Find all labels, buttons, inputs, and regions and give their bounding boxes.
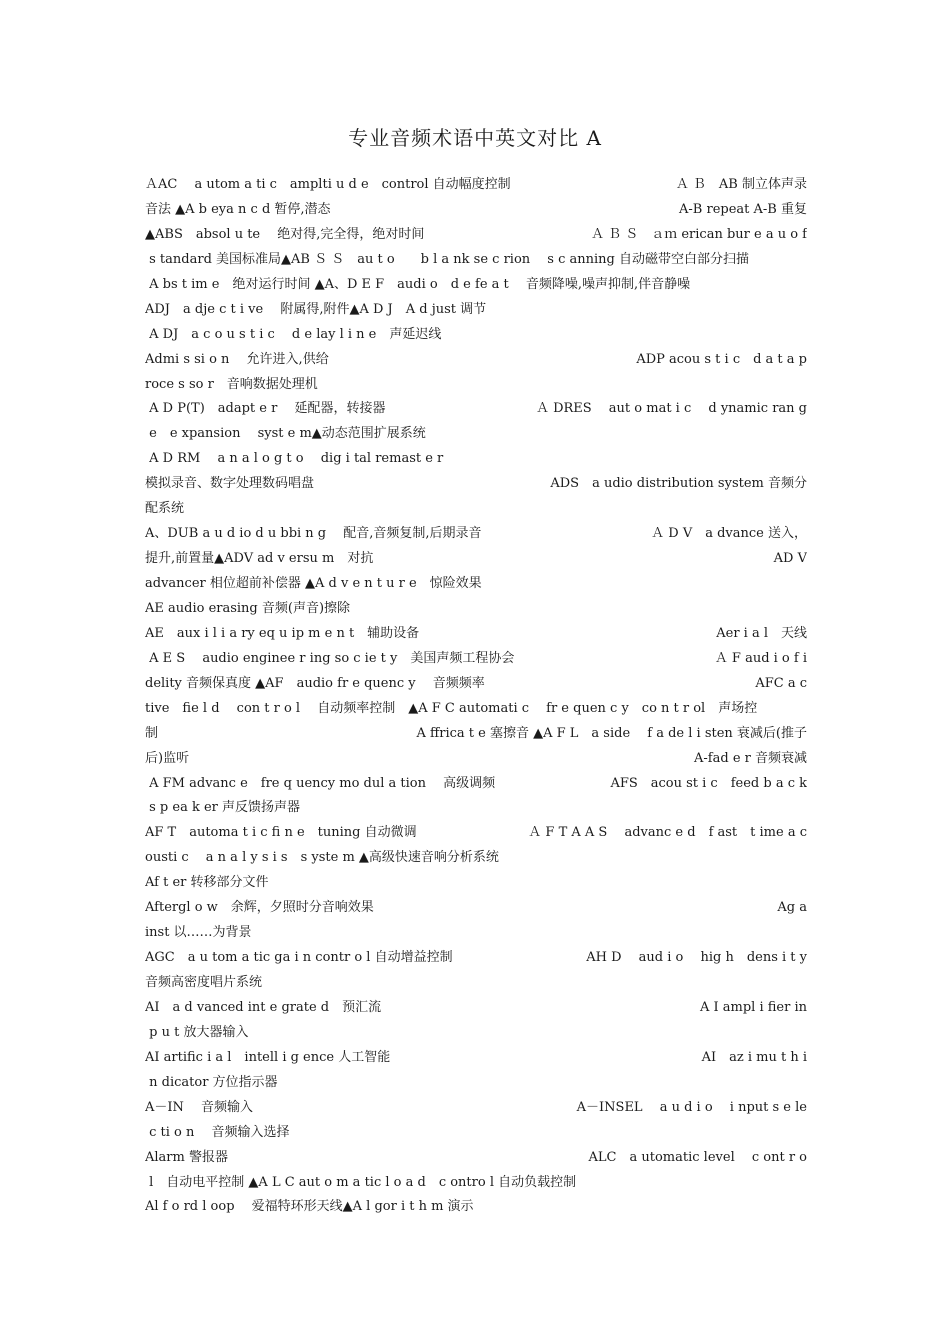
glossary-line xyxy=(145,896,807,921)
glossary-line xyxy=(145,747,807,772)
glossary-line-right-text: ADP acou s t i c d a t a p xyxy=(636,351,807,367)
glossary-line-left-text: ousti c a n a l y s i s s yste m ▲高级快速音响分析系统 xyxy=(145,850,499,866)
glossary-line-left-text: AGC a u tom a tic ga i n contr o l 自动增益控制 xyxy=(145,950,453,966)
glossary-line-left-text: n dicator 方位指示器 xyxy=(145,1074,278,1090)
glossary-line xyxy=(145,1096,807,1121)
glossary-line xyxy=(145,397,807,422)
glossary-line-left-text: e e xpansion syst e m▲动态范围扩展系统 xyxy=(145,426,426,442)
glossary-line xyxy=(145,1171,807,1196)
glossary-line xyxy=(145,971,807,996)
glossary-line xyxy=(145,348,807,373)
glossary-line xyxy=(145,672,807,697)
glossary-line xyxy=(145,447,807,472)
glossary-line-right-text: Ａ DRES aut o mat i c d ynamic ran g xyxy=(535,401,807,417)
glossary-line xyxy=(145,796,807,821)
glossary-line xyxy=(145,422,807,447)
glossary-line-right-text: Aer i a l 天线 xyxy=(716,625,807,641)
glossary-line-left-text: l 自动电平控制 ▲A L C aut o m a tic l o a d c ontro l 自动负载控制 xyxy=(145,1174,577,1190)
glossary-line xyxy=(145,198,807,223)
glossary-line xyxy=(145,248,807,273)
glossary-line-right-text: A-B repeat A-B 重复 xyxy=(679,201,807,217)
glossary-line-right-text: Ａ D V a dvance 送入， xyxy=(651,526,807,542)
glossary-line-left-text: AE aux i l i a ry eq u ip m e n t 辅助设备 xyxy=(145,625,420,641)
glossary-line xyxy=(145,921,807,946)
glossary-line xyxy=(145,1121,807,1146)
glossary-line xyxy=(145,223,807,248)
glossary-line-left-text: 制 xyxy=(145,725,159,741)
glossary-line xyxy=(145,1021,807,1046)
glossary-line-left-text: AI a d vanced int e grate d 预汇流 xyxy=(145,999,382,1015)
glossary-line-left-text: A D P(T) adapt e r 延配器，转接器 xyxy=(145,401,386,417)
glossary-line xyxy=(145,772,807,797)
glossary-line-left-text: s p ea k er 声反馈扬声器 xyxy=(145,800,301,816)
glossary-line xyxy=(145,1195,807,1220)
glossary-line-right-text: ALC a utomatic level c ont r o xyxy=(588,1149,807,1165)
glossary-line-left-text: Aftergl o w 余辉，夕照时分音响效果 xyxy=(145,900,374,916)
glossary-line xyxy=(145,522,807,547)
glossary-line-right-text: AD V xyxy=(773,551,807,567)
glossary-line-right-text: Ａ Ｂ Ｓ ａｍ erican bur e a u o f xyxy=(590,226,807,242)
glossary-line-left-text: roce s so r 音响数据处理机 xyxy=(145,376,318,392)
glossary-line-left-text: Admi s si o n 允许进入,供给 xyxy=(145,351,329,367)
glossary-line-left-text: 模拟录音、数字处理数码唱盘 xyxy=(145,476,315,492)
glossary-line-left-text: ＡAC a utom a ti c amplti u d e control 自动幅度控制 xyxy=(145,177,511,192)
glossary-line-left-text: AE audio erasing 音频(声音)擦除 xyxy=(145,600,351,616)
glossary-line-left-text: A D RM a n a l o g t o dig i tal remast e r xyxy=(145,451,444,467)
glossary-line-left-text: p u t 放大器输入 xyxy=(145,1024,249,1040)
glossary-line-left-text: delity 音频保真度 ▲AF audio fr e quenc y 音频频率 xyxy=(145,675,485,691)
glossary-line-left-text: 提升,前置量▲ADV ad v ersu m 对抗 xyxy=(145,551,374,567)
glossary-line-left-text: Af t er 转移部分文件 xyxy=(145,875,269,891)
glossary-line-left-text: A、DUB a u d io d u bbi n g 配音,音频复制,后期录音 xyxy=(145,526,482,542)
glossary-line-left-text: Alarm 警报器 xyxy=(145,1149,228,1165)
glossary-line xyxy=(145,647,807,672)
glossary-line-left-text: AF T automa t i c fi n e tuning 自动微调 xyxy=(145,825,417,841)
glossary-line xyxy=(145,323,807,348)
glossary-line-left-text: ▲ABS absol u te 绝对得,完全得，绝对时间 xyxy=(145,226,425,242)
glossary-line xyxy=(145,722,807,747)
glossary-line xyxy=(145,597,807,622)
glossary-line-right-text: AFC a c xyxy=(755,675,807,691)
glossary-line-left-text: A E S audio enginee r ing so c ie t y 美国声频工程协会 xyxy=(145,650,515,666)
glossary-line-right-text: Ａ Ｂ AB 制立体声录 xyxy=(675,177,807,192)
glossary-line-right-text: A ffrica t e 塞擦音 ▲A F L a side f a de l i sten 衰减后(推子 xyxy=(416,725,807,741)
glossary-line xyxy=(145,572,807,597)
glossary-line xyxy=(145,622,807,647)
glossary-line-left-text: 后)监听 xyxy=(145,750,190,766)
glossary-line-right-text: AH D aud i o hig h dens i t y xyxy=(586,950,807,966)
glossary-line xyxy=(145,1146,807,1171)
glossary-line-right-text: ADS a udio distribution system 音频分 xyxy=(550,476,807,492)
glossary-line xyxy=(145,697,807,722)
glossary-line xyxy=(145,946,807,971)
glossary-line xyxy=(145,298,807,323)
glossary-line-left-text: AI artific i a l intell i g ence 人工智能 xyxy=(145,1049,391,1065)
glossary-line xyxy=(145,472,807,497)
glossary-line-left-text: inst 以……为背景 xyxy=(145,925,252,941)
glossary-line-left-text: 音频高密度唱片系统 xyxy=(145,975,263,990)
glossary-line xyxy=(145,1071,807,1096)
glossary-line-right-text: A I ampl i fier in xyxy=(699,999,807,1015)
glossary-line xyxy=(145,173,807,198)
glossary-line-left-text: tive fie l d con t r o l 自动频率控制 ▲A F C automati c fr e quen c y co n t r ol 声场控 xyxy=(145,700,758,716)
glossary-line xyxy=(145,996,807,1021)
glossary-line-right-text: Ａ F aud i o f i xyxy=(714,650,807,666)
glossary-line-left-text: A－IN 音频输入 xyxy=(145,1099,254,1115)
glossary-line xyxy=(145,547,807,572)
glossary-line-right-text: A-fad e r 音频衰减 xyxy=(694,750,807,766)
glossary-line-left-text: s tandard 美国标准局▲AB Ｓ Ｓ au t o b l a nk se c rion s c anning 自动磁带空白部分扫描 xyxy=(145,251,749,267)
glossary-line-left-text: advancer 相位超前补偿器 ▲A d v e n t u r e 惊险效果 xyxy=(145,576,482,591)
glossary-line xyxy=(145,871,807,896)
glossary-line xyxy=(145,273,807,298)
glossary-line xyxy=(145,1046,807,1071)
glossary-line xyxy=(145,821,807,846)
glossary-line-left-text: 音法 ▲A b eya n c d 暂停,潜态 xyxy=(145,201,331,217)
glossary-line-right-text: Ag a xyxy=(777,900,807,916)
glossary-line xyxy=(145,846,807,871)
glossary-line-left-text: A DJ a c o u s t i c d e lay l i n e 声延迟线 xyxy=(145,326,442,342)
glossary-line-right-text: AI az i mu t h i xyxy=(701,1049,807,1065)
glossary-line-left-text: 配系统 xyxy=(145,501,185,517)
document-title: 专业音频术语中英文对比 A xyxy=(348,126,602,150)
glossary-line-left-text: c ti o n 音频输入选择 xyxy=(145,1124,290,1140)
glossary-line-left-text: ADJ a dje c t i ve 附属得,附件▲A D J A d just 调节 xyxy=(145,301,487,317)
glossary-line-left-text: Al f o rd l oop 爱福特环形天线▲A l gor i t h m 演示 xyxy=(145,1199,474,1215)
glossary-line-right-text: AFS acou st i c feed b a c k xyxy=(610,775,807,791)
glossary-line xyxy=(145,373,807,398)
document-body xyxy=(145,173,807,1220)
glossary-line-right-text: A－INSEL a u d i o i nput s e le xyxy=(576,1099,807,1115)
glossary-line xyxy=(145,497,807,522)
glossary-line-right-text: Ａ F T A A S advanc e d f ast t ime a c xyxy=(528,825,807,841)
glossary-line-left-text: A bs t im e 绝对运行时间 ▲A、D E F audi o d e fe a t 音频降噪,噪声抑制,伴音静噪 xyxy=(145,276,691,292)
glossary-line-left-text: A FM advanc e fre q uency mo dul a tion 高级调频 xyxy=(145,775,496,791)
